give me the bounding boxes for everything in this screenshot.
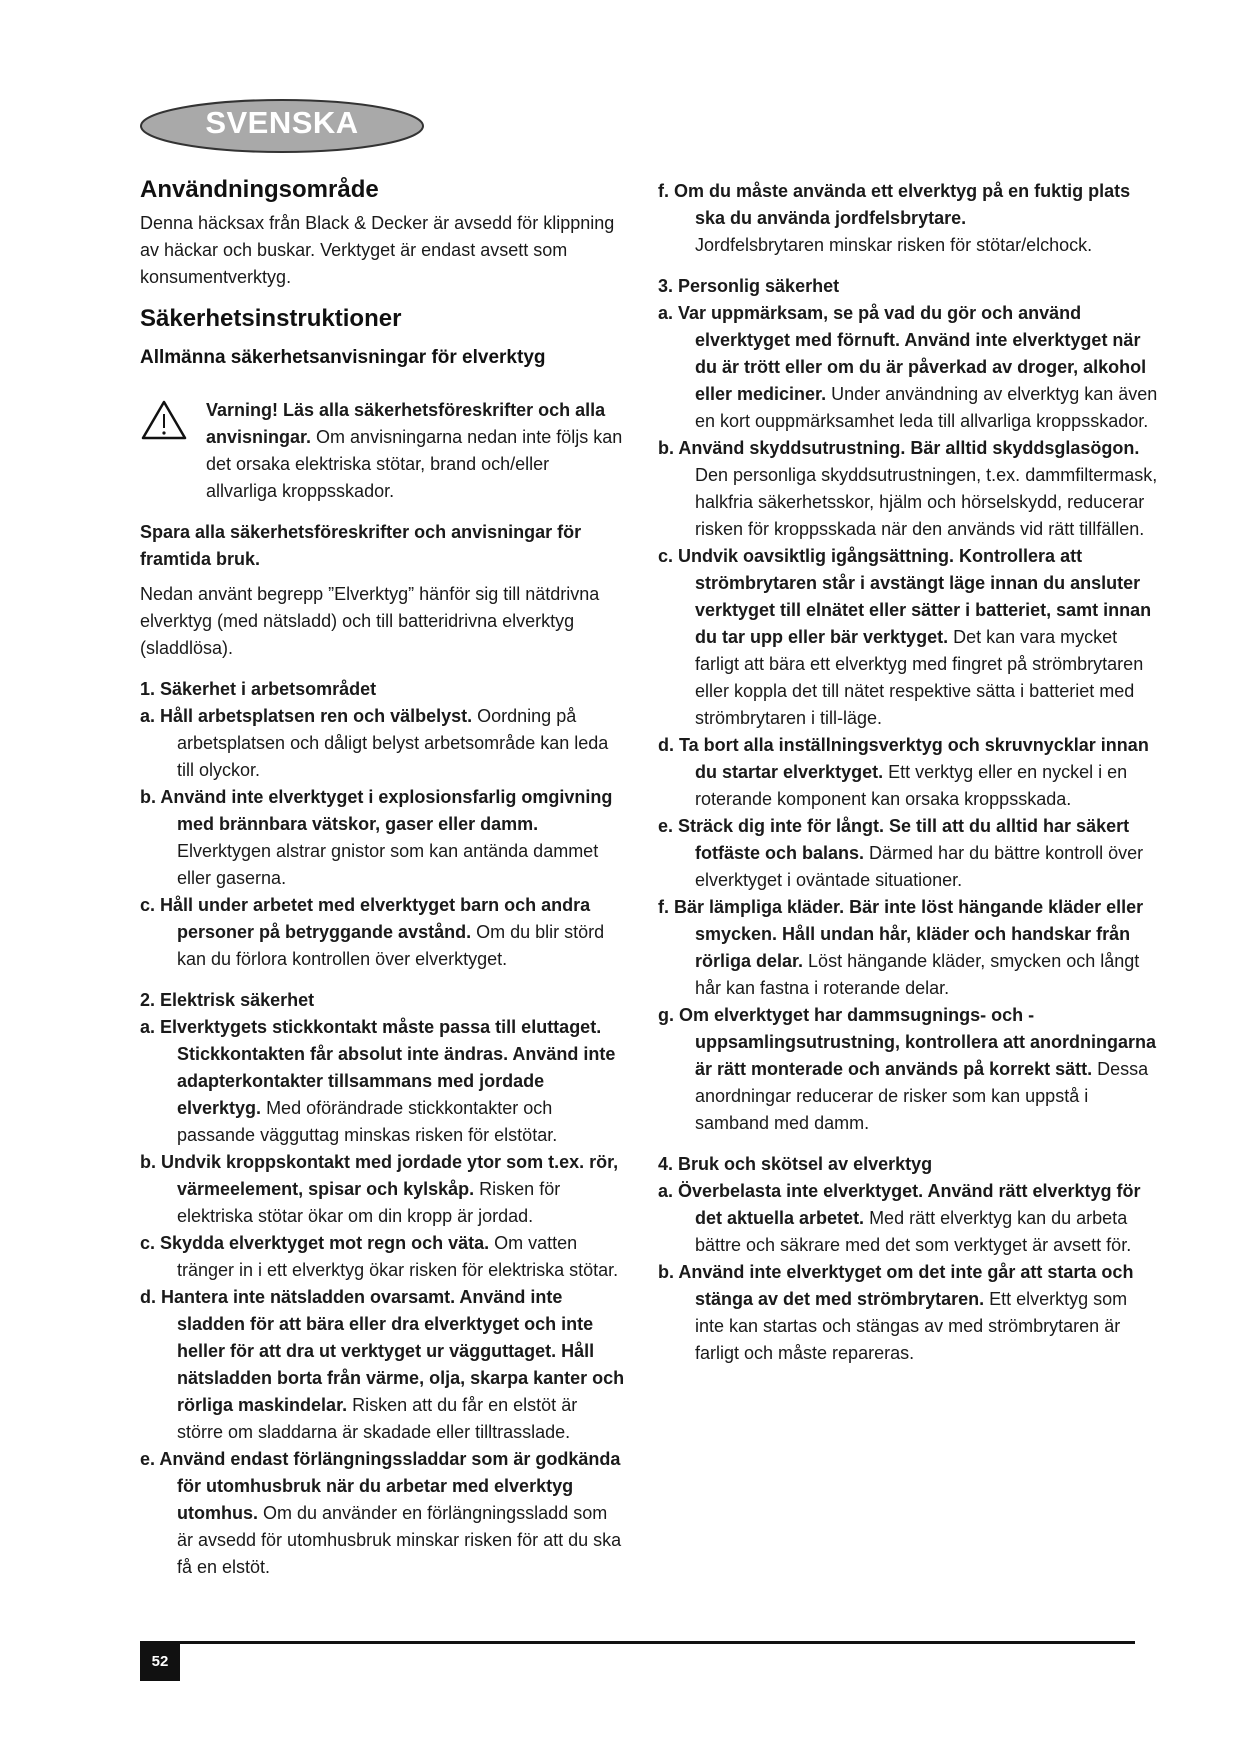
item-text: Med rätt elverktyg kan du arbeta bättre och säkrare med det som verktyget är avsett för.: [695, 1208, 1132, 1255]
warning-triangle-icon: [140, 399, 188, 441]
warning-body: Om anvisningarna nedan inte följs kan det orsaka elektriska stötar, brand och/eller allvarliga kroppsskador.: [206, 427, 623, 501]
item-bold: b. Använd inte elverktyget i explosionsfarlig omgivning med brännbara vätskor, gaser eller damm.: [140, 787, 613, 834]
item-bold: f. Bär lämpliga kläder. Bär inte löst hängande kläder eller smycken. Håll undan hår, kläder och handskar från rörliga delar.: [658, 897, 1144, 971]
left-column: [140, 176, 625, 1581]
item-text: Elverktygen alstrar gnistor som kan antända dammet eller gaserna.: [177, 841, 599, 888]
item-bold: f. Om du måste använda ett elverktyg på en fuktig plats ska du använda jordfelsbrytare.: [658, 181, 1131, 228]
right-column: [658, 178, 1158, 1367]
item-bold: e. Använd endast förlängningssladdar som är godkända för utomhusbruk när du arbetar med elverktyg utomhus.: [140, 1449, 621, 1523]
general-safety-title: Allmänna säkerhetsanvisningar för elverktyg: [140, 347, 546, 368]
item-bold: c. Håll under arbetet med elverktyget barn och andra personer på betryggande avstånd.: [140, 895, 591, 942]
item-bold: b. Använd skyddsutrustning. Bär alltid skyddsglasögon.: [658, 438, 1140, 458]
item-text: Det kan vara mycket farligt att bära ett elverktyg med fingret på strömbrytaren eller koppla det till nätet respektive sätta i batteriet med strömbrytaren i till-läge.: [695, 627, 1144, 728]
list-item: [658, 1178, 1158, 1259]
warning-block: [140, 397, 625, 505]
item-bold: g. Om elverktyget har dammsugnings- och -uppsamlingsutrustning, kontrollera att anordningarna är rätt monterade och används på korrekt sätt.: [658, 1005, 1157, 1079]
list-item: [140, 1149, 625, 1230]
item-bold: a. Var uppmärksam, se på vad du gör och använd elverktyget med förnuft. Använd inte elverktyget när du är trött eller om du är påverkad av droger, alkohol eller mediciner.: [658, 303, 1147, 404]
list-item: [658, 1259, 1158, 1367]
usage-title: Användningsområde: [140, 176, 379, 203]
item-bold: d. Hantera inte nätsladden ovarsamt. Använd inte sladden för att bära eller dra elverktyget och inte heller för att dra ut verktyget ur vägguttaget. Håll nätsladden borta från värme, olja, skarpa kanter och rörliga maskindelar.: [140, 1287, 625, 1415]
warning-bold: Varning! Läs alla säkerhetsföreskrifter och alla anvisningar.: [206, 400, 606, 447]
warning-text: [206, 397, 625, 505]
item-bold: a. Överbelasta inte elverktyget. Använd rätt elverktyg för det aktuella arbetet.: [658, 1181, 1141, 1228]
list-item: [658, 435, 1158, 543]
list-item: [140, 703, 625, 784]
list-item: [658, 543, 1158, 732]
section-3-title: 3. Personlig säkerhet: [658, 276, 840, 296]
list-item: [658, 300, 1158, 435]
item-bold: c. Undvik oavsiktlig igångsättning. Kontrollera att strömbrytaren står i avstängt läge innan du ansluter verktyget till elnätet eller sätter i batteriet, samt innan du tar upp eller bär verktyget.: [658, 546, 1152, 647]
list-item: [658, 894, 1158, 1002]
language-label: SVENSKA: [205, 105, 359, 140]
list-item: [658, 1002, 1158, 1137]
usage-text: Denna häcksax från Black & Decker är avsedd för klippning av häckar och buskar. Verktyget är endast avsett som konsumentverktyg.: [140, 213, 615, 287]
list-item: [140, 892, 625, 973]
list-item: [658, 813, 1158, 894]
save-note: Spara alla säkerhetsföreskrifter och anvisningar för framtida bruk.: [140, 522, 582, 569]
item-text: Om vatten tränger in i ett elverktyg ökar risken för elektriska stötar.: [177, 1233, 619, 1280]
section-2-title: 2. Elektrisk säkerhet: [140, 990, 315, 1010]
section-1-title: 1. Säkerhet i arbetsområdet: [140, 679, 377, 699]
item-text: Den personliga skyddsutrustningen, t.ex. dammfiltermask, halkfria säkerhetsskor, hjälm och hörselskydd, reducerar risken för kroppsskada när den används vid rätt tillfällen.: [695, 465, 1158, 539]
item-text: Oordning på arbetsplatsen och dåligt belyst arbetsområde kan leda till olyckor.: [177, 706, 609, 780]
definition-text: Nedan använt begrepp ”Elverktyg” hänför sig till nätdrivna elverktyg (med nätsladd) och till batteridrivna elverktyg (sladdlösa).: [140, 584, 600, 658]
footer-rule: [140, 1641, 1135, 1644]
item-bold: b. Använd inte elverktyget om det inte går att starta och stänga av det med strömbrytaren.: [658, 1262, 1134, 1309]
section-4-title: 4. Bruk och skötsel av elverktyg: [658, 1154, 933, 1174]
item-text: Om du använder en förlängningssladd som är avsedd för utomhusbruk minskar risken för att du ska få en elstöt.: [177, 1503, 622, 1577]
item-text: Om du blir störd kan du förlora kontrollen över elverktyget.: [177, 922, 605, 969]
item-text: Ett elverktyg som inte kan startas och stängas av med strömbrytaren är farligt och måste repareras.: [695, 1289, 1128, 1363]
safety-title: Säkerhetsinstruktioner: [140, 305, 402, 332]
item-text: Risken för elektriska stötar ökar om din kropp är jordad.: [177, 1179, 561, 1226]
list-item: [140, 784, 625, 892]
list-item: [140, 1230, 625, 1284]
list-item: [140, 1014, 625, 1149]
item-continuation: Jordfelsbrytaren minskar risken för stötar/elchock.: [695, 235, 1093, 255]
item-bold: a. Elverktygets stickkontakt måste passa till eluttaget. Stickkontakten får absolut inte ändras. Använd inte adapterkontakter tillsammans med jordade elverktyg.: [140, 1017, 616, 1118]
item-bold: c. Skydda elverktyget mot regn och väta.: [140, 1233, 490, 1253]
item-bold: a. Håll arbetsplatsen ren och välbelyst.: [140, 706, 473, 726]
item-text: Under användning av elverktyg kan även en kort ouppmärksamhet leda till allvarliga kroppsskador.: [695, 384, 1158, 431]
item-bold: b. Undvik kroppskontakt med jordade ytor som t.ex. rör, värmeelement, spisar och kylskåp.: [140, 1152, 619, 1199]
page-number: 52: [140, 1643, 180, 1681]
item-text: Med oförändrade stickkontakter och passande vägguttag minskas risken för elstötar.: [177, 1098, 558, 1145]
item-text: Löst hängande kläder, smycken och långt hår kan fastna i roterande delar.: [695, 951, 1140, 998]
language-badge: [138, 97, 426, 155]
item-text: Dessa anordningar reducerar de risker som kan uppstå i samband med damm.: [695, 1059, 1149, 1133]
item-bold: d. Ta bort alla inställningsverktyg och skruvnycklar innan du startar elverktyget.: [658, 735, 1149, 782]
item-text: Risken att du får en elstöt är större om sladdarna är skadade eller tilltrasslade.: [177, 1395, 578, 1442]
list-item: [658, 178, 1158, 232]
item-bold: e. Sträck dig inte för långt. Se till att du alltid har säkert fotfäste och balans.: [658, 816, 1130, 863]
list-item: [658, 732, 1158, 813]
item-text: Ett verktyg eller en nyckel i en roterande komponent kan orsaka kroppsskada.: [695, 762, 1128, 809]
list-item: [140, 1446, 625, 1581]
list-item: [140, 1284, 625, 1446]
item-text: Därmed har du bättre kontroll över elverktyget i oväntade situationer.: [695, 843, 1144, 890]
